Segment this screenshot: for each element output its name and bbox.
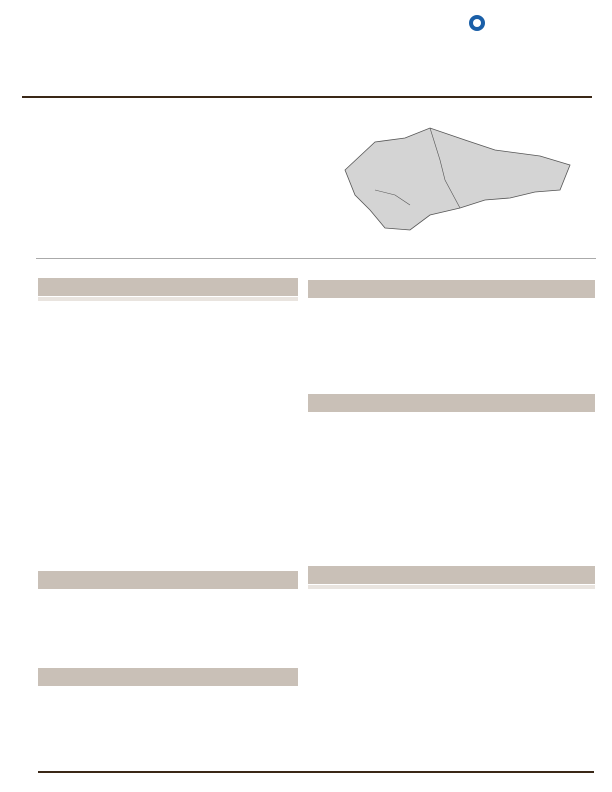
cuadro-1-3-header <box>38 668 298 686</box>
cuadro-1-2-title <box>38 571 298 572</box>
header-bars-decoration <box>378 18 600 98</box>
cuadro-1-1-table <box>38 297 298 301</box>
cuadro-2-1-header <box>308 280 595 298</box>
section-divider <box>36 258 596 259</box>
cuadro-3-2-header <box>308 566 595 584</box>
population-pyramid-chart <box>38 383 298 563</box>
col-mujeres <box>233 299 298 301</box>
cuadro-1-3-title <box>38 668 298 669</box>
cuadro-3-1-header <box>308 394 595 412</box>
cuadro-3-2-title <box>308 566 595 567</box>
cuadro-1-1-header <box>38 278 298 296</box>
footer-rule <box>38 771 594 773</box>
col-municipio <box>38 297 103 301</box>
municipality-map <box>335 120 575 245</box>
col-total <box>380 585 452 589</box>
cuadro-2-1-title <box>308 280 595 281</box>
cuadro-3-1-title <box>308 394 595 395</box>
header-rule <box>22 96 592 98</box>
col-total <box>103 297 168 301</box>
cuadro-3-2-table <box>308 585 595 589</box>
cuadro-1-1-title <box>38 278 298 279</box>
col-mujeres <box>523 587 595 589</box>
col-hombres <box>452 587 524 589</box>
cuadro-1-2-header <box>38 571 298 589</box>
col-indicadores <box>308 585 380 589</box>
col-hombres <box>168 299 233 301</box>
